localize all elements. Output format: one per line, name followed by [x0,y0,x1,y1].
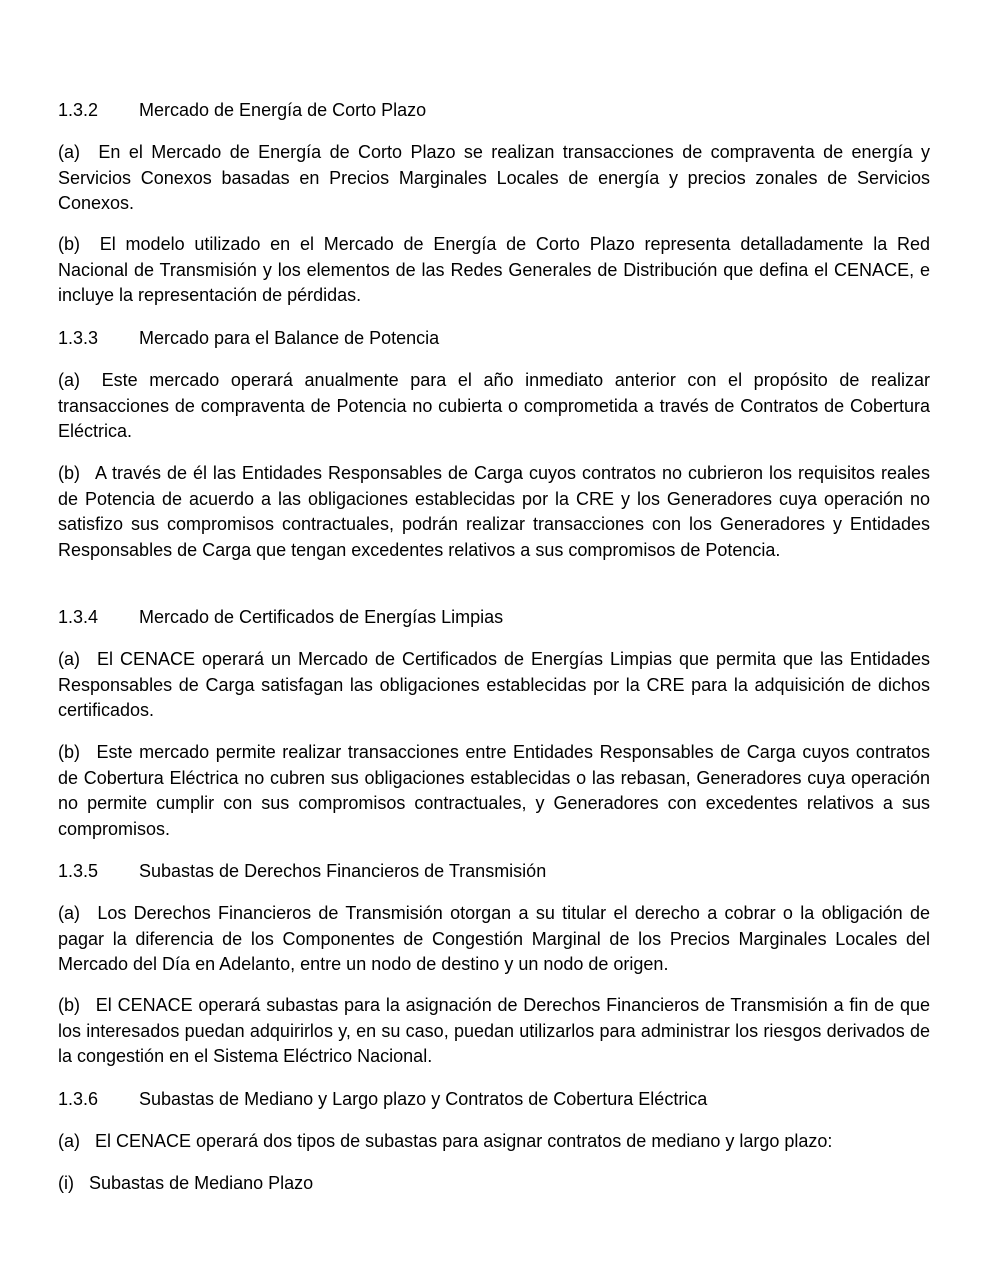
paragraph-text: A través de él las Entidades Responsables de Carga cuyos contratos no cubrieron los requisitos reales de Potencia de acuerdo a las obligaciones establecidas por la CRE y los Generadores cuya operación no satisfizo sus compromisos contractuales, podrán realizar transacciones con los Generadores y Entidades Responsables de Carga que tengan excedentes relativos a sus compromisos de Potencia. [58,463,930,560]
paragraph-text: El modelo utilizado en el Mercado de Energía de Corto Plazo representa detalladamente la Red Nacional de Transmisión y los elementos de las Redes Generales de Distribución que defina el CENACE, e incluye la representación de pérdidas. [58,234,930,306]
paragraph [58,993,930,1070]
paragraph [58,461,930,563]
paragraph-label: (b) [58,463,80,483]
paragraph-text: El CENACE operará un Mercado de Certificados de Energías Limpias que permita que las Entidades Responsables de Carga satisfagan las obligaciones establecidas por la CRE para la adquisición de dichos certificados. [58,649,930,721]
paragraph-text: Los Derechos Financieros de Transmisión otorgan a su titular el derecho a cobrar o la obligación de pagar la diferencia de los Componentes de Congestión Marginal de los Precios Marginales Locales del Mercado del Día en Adelanto, entre un nodo de destino y un nodo de origen. [58,903,930,975]
heading-1-3-3 [58,326,439,352]
paragraph-text: Subastas de Mediano Plazo [89,1173,314,1193]
paragraph-text: Este mercado operará anualmente para el año inmediato anterior con el propósito de realizar transacciones de compraventa de Potencia no cubierta o comprometida a través de Contratos de Cobertura Eléctrica. [58,370,930,442]
paragraph-label: (a) [58,903,80,923]
paragraph-label: (a) [58,370,80,390]
heading-1-3-4 [58,605,503,631]
paragraph-label: (a) [58,1131,80,1151]
paragraph-label: (a) [58,649,80,669]
section-number: 1.3.5 [58,861,99,881]
paragraph-text: El CENACE operará dos tipos de subastas para asignar contratos de mediano y largo plazo: [95,1131,833,1151]
section-number: 1.3.2 [58,100,99,120]
paragraph-text: Este mercado permite realizar transacciones entre Entidades Responsables de Carga cuyos contratos de Cobertura Eléctrica no cubren sus obligaciones establecidas o las rebasan, Generadores cuya operación no permite cumplir con sus compromisos contractuales, y Generadores con excedentes relativos a sus compromisos. [58,742,930,839]
section-number: 1.3.4 [58,607,99,627]
paragraph [58,1129,930,1155]
section-title: Mercado de Certificados de Energías Limpias [139,607,504,627]
heading-1-3-6 [58,1087,707,1113]
paragraph [58,368,930,445]
paragraph [58,901,930,978]
paragraph [58,740,930,842]
paragraph-text: En el Mercado de Energía de Corto Plazo se realizan transacciones de compraventa de energía y Servicios Conexos basadas en Precios Marginales Locales de energía y precios zonales de Servicios Conexos. [58,142,930,214]
paragraph [58,232,930,309]
paragraph-label: (b) [58,234,80,254]
section-number: 1.3.3 [58,328,99,348]
paragraph-label: (b) [58,742,80,762]
paragraph [58,1171,930,1197]
paragraph-label: (b) [58,995,80,1015]
heading-1-3-5 [58,859,546,885]
paragraph-label: (i) [58,1173,74,1193]
paragraph [58,647,930,724]
section-title: Mercado para el Balance de Potencia [139,328,440,348]
heading-1-3-2 [58,98,426,124]
paragraph-label: (a) [58,142,80,162]
paragraph [58,140,930,217]
paragraph-text: El CENACE operará subastas para la asignación de Derechos Financieros de Transmisión a fin de que los interesados puedan adquirirlos y, en su caso, puedan utilizarlos para administrar los riesgos derivados de la congestión en el Sistema Eléctrico Nacional. [58,995,930,1067]
section-title: Subastas de Derechos Financieros de Transmisión [139,861,547,881]
section-title: Subastas de Mediano y Largo plazo y Contratos de Cobertura Eléctrica [139,1089,708,1109]
section-title: Mercado de Energía de Corto Plazo [139,100,427,120]
section-number: 1.3.6 [58,1089,99,1109]
